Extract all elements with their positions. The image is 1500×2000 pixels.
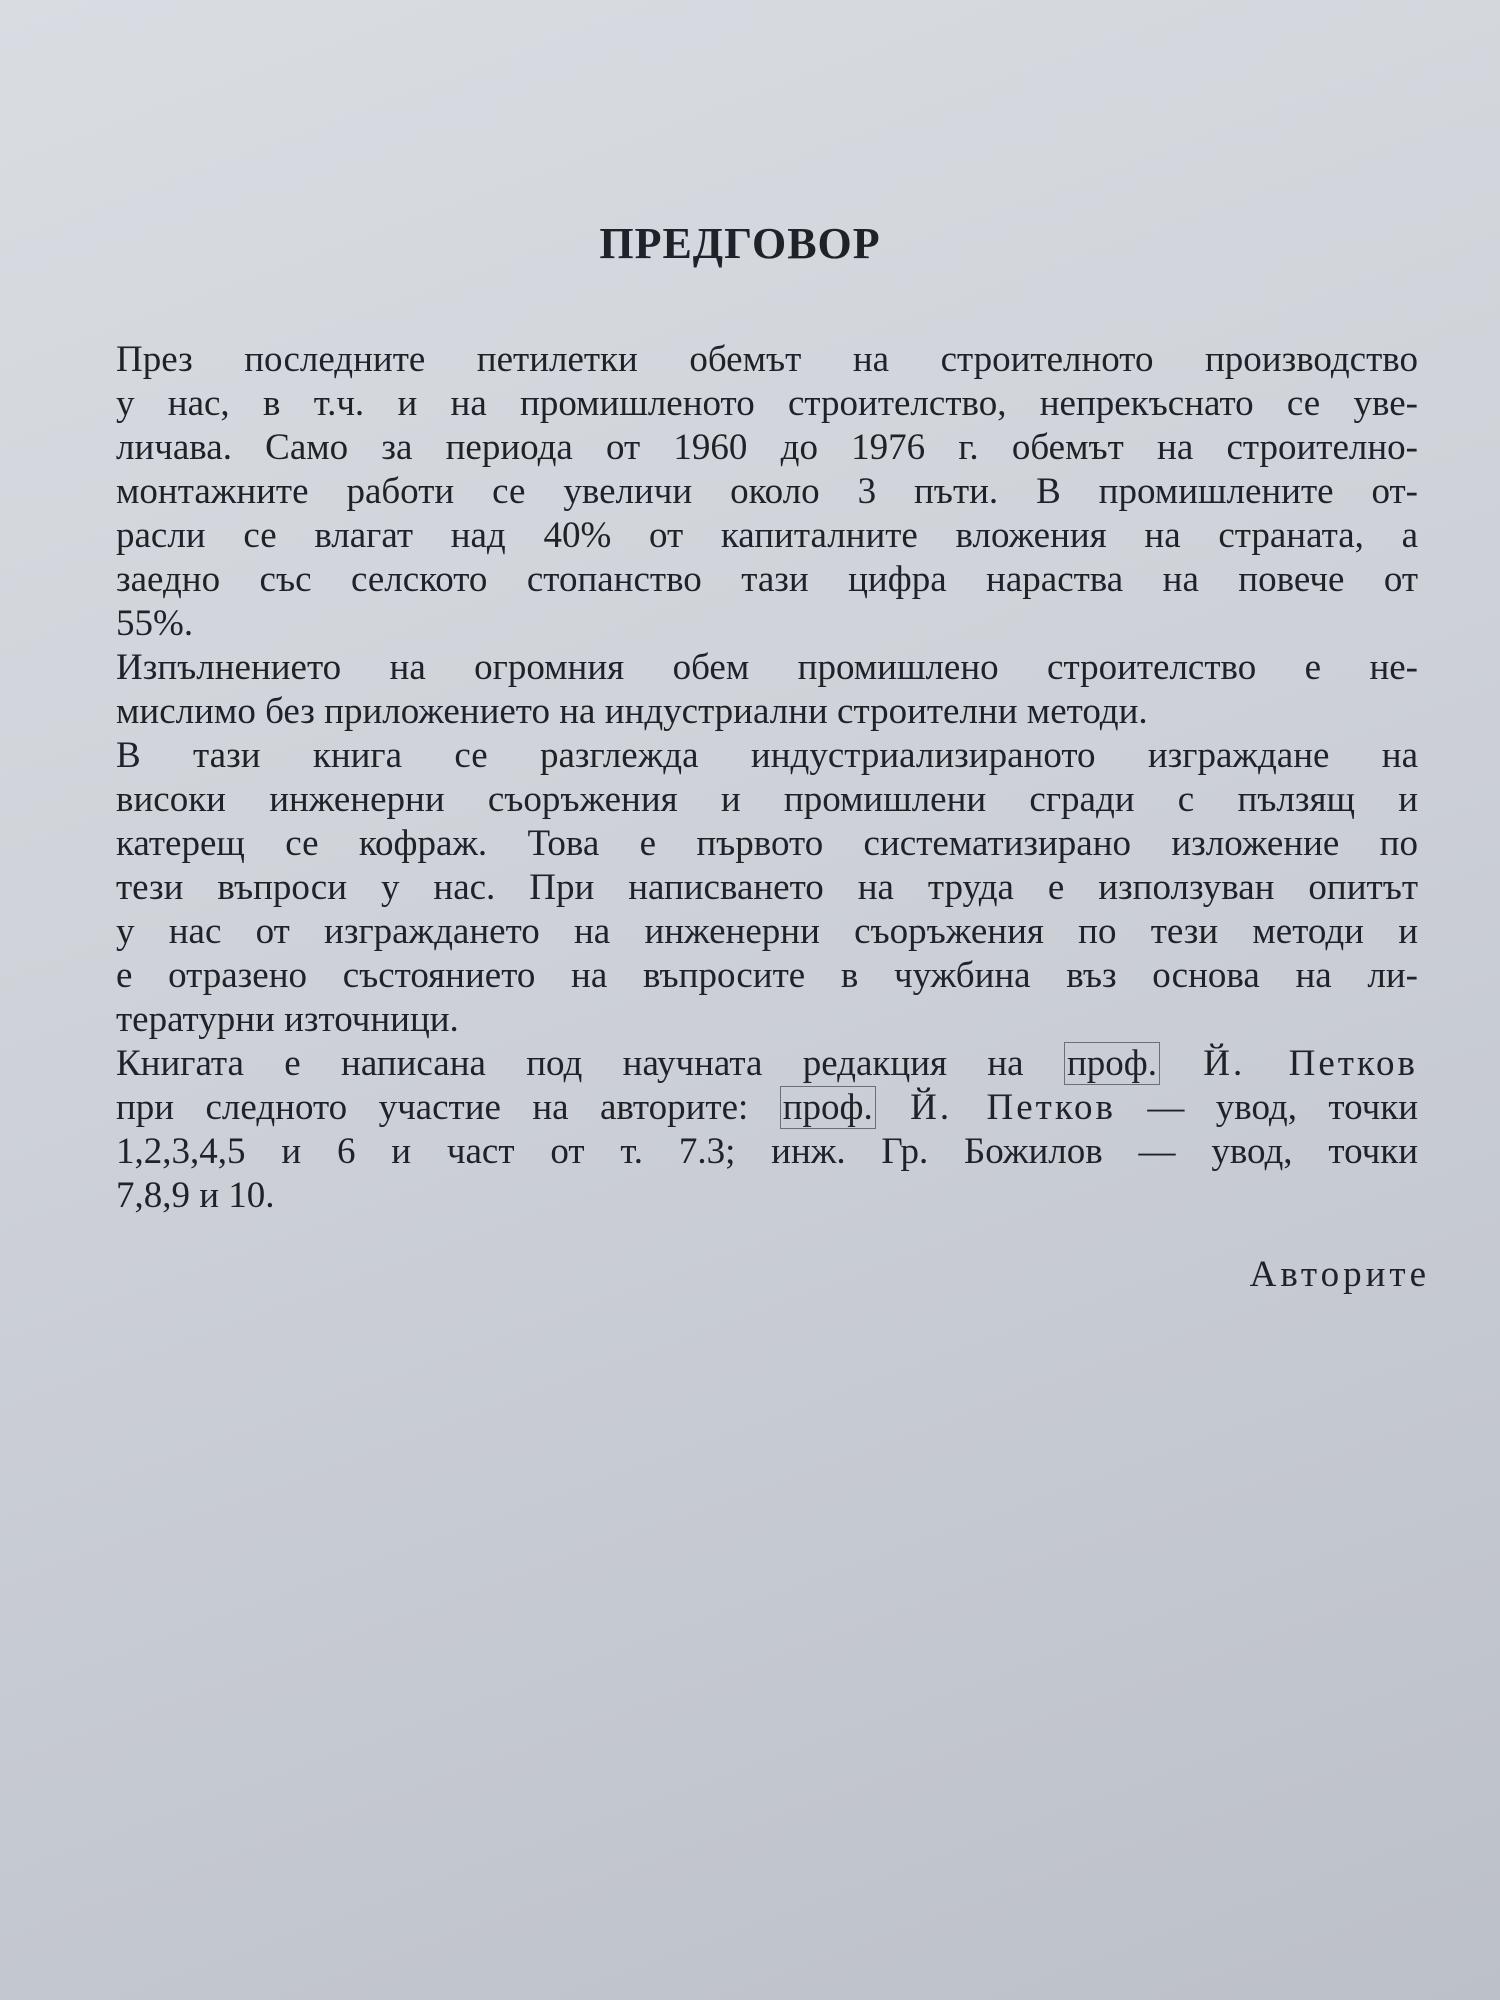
text-line: тези въпроси у нас. При написването на труда е използуван опитът bbox=[116, 867, 1418, 908]
credits-line-2 bbox=[88, 1086, 1418, 1130]
text-line: катерещ се кофраж. Това е първото систематизирано изложение по bbox=[116, 823, 1418, 864]
author-title-mark: проф. bbox=[780, 1086, 876, 1129]
text-line: мислимо без приложението на индустриални строителни методи. bbox=[116, 691, 1148, 732]
editor-name: Й. Петков bbox=[1159, 1043, 1418, 1084]
text-line: 55%. bbox=[116, 603, 194, 644]
paragraph-1 bbox=[88, 338, 1418, 646]
paragraph-3 bbox=[88, 734, 1418, 1042]
credits-text: при следното участие на авторите: bbox=[116, 1087, 780, 1128]
preface-body bbox=[88, 338, 1418, 1218]
paragraph-2 bbox=[88, 646, 1418, 734]
text-line: личава. Само за периода от 1960 до 1976 г. обемът на строително- bbox=[116, 427, 1418, 468]
text-line: у нас от изграждането на инженерни съоръжения по тези методи и bbox=[116, 911, 1418, 952]
signature: Авторите bbox=[1249, 1254, 1430, 1295]
credits-line-3: 1,2,3,4,5 и 6 и част от т. 7.3; инж. Гр. Божилов — увод, точки bbox=[116, 1131, 1418, 1172]
credits-line-1 bbox=[88, 1042, 1418, 1086]
text-line: е отразено състоянието на въпросите в чужбина въз основа на ли- bbox=[116, 955, 1418, 996]
credits-line-4: 7,8,9 и 10. bbox=[116, 1175, 275, 1216]
credits-text: Книгата е написана под научната редакция на bbox=[116, 1043, 1064, 1084]
editor-title-mark: проф. bbox=[1064, 1042, 1160, 1085]
page-title: ПРЕДГОВОР bbox=[599, 219, 881, 268]
text-line: тературни източници. bbox=[116, 999, 459, 1040]
text-line: расли се влагат над 40% от капиталните вложения на страната, а bbox=[116, 515, 1418, 556]
text-line: високи инженерни съоръжения и промишлени сгради с пълзящ и bbox=[116, 779, 1418, 820]
text-line: заедно със селското стопанство тази цифра нараства на повече от bbox=[116, 559, 1418, 600]
paragraph-credits bbox=[88, 1042, 1418, 1218]
text-line: Изпълнението на огромния обем промишлено строителство е не- bbox=[116, 647, 1418, 688]
credits-text: — увод, точки bbox=[1115, 1087, 1418, 1128]
text-line: През последните петилетки обемът на строителното производство bbox=[116, 339, 1418, 380]
text-line: В тази книга се разглежда индустриализираното изграждане на bbox=[116, 735, 1418, 776]
author-name: Й. Петков bbox=[875, 1087, 1116, 1128]
text-line: монтажните работи се увеличи около 3 пъти. В промишлените от- bbox=[116, 471, 1418, 512]
text-line: у нас, в т.ч. и на промишленото строителство, непрекъснато се уве- bbox=[116, 383, 1418, 424]
